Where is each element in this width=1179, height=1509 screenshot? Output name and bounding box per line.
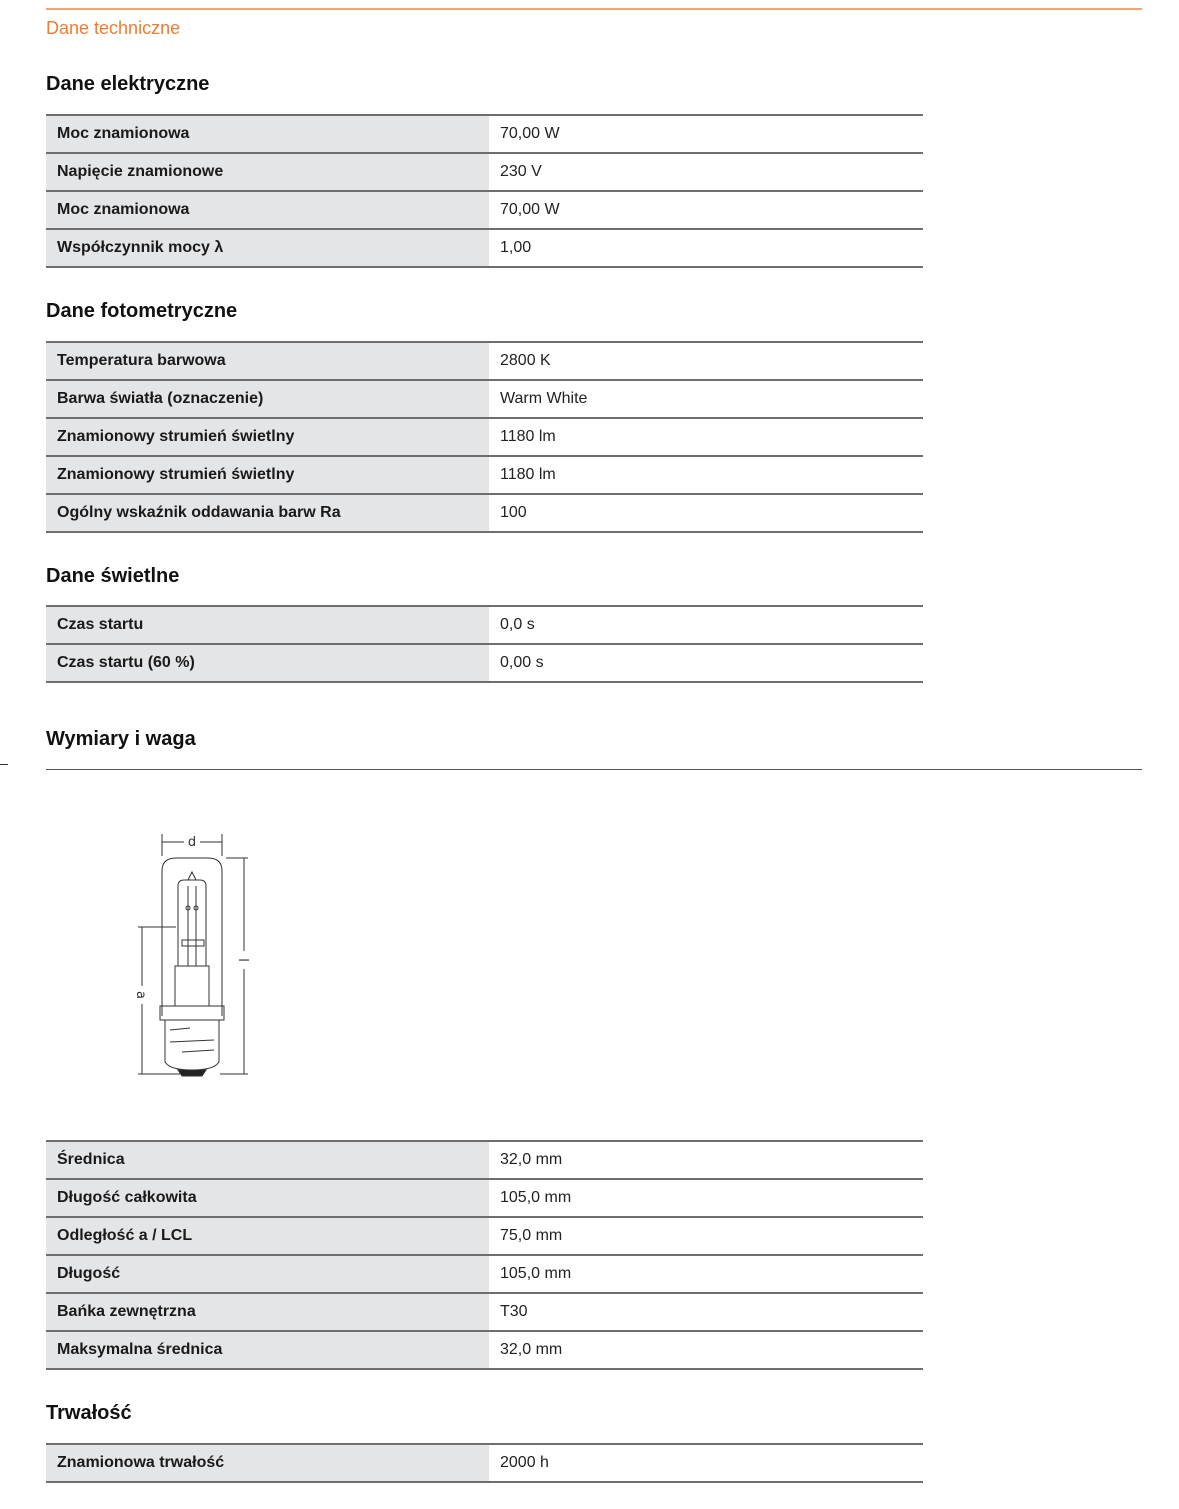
- row-label: Ogólny wskaźnik oddawania barw Ra: [46, 494, 489, 532]
- row-value: 1180 lm: [489, 456, 923, 494]
- table-row: [46, 418, 923, 456]
- row-value: 105,0 mm: [489, 1179, 923, 1217]
- row-value: 70,00 W: [489, 115, 923, 153]
- row-value: 100: [489, 494, 923, 532]
- photometric-table: [46, 341, 923, 533]
- svg-text:a: a: [133, 991, 148, 999]
- page-title: Dane techniczne: [46, 18, 181, 38]
- section-title-dimensions: Wymiary i waga: [46, 728, 196, 750]
- row-label: Znamionowy strumień świetlny: [46, 456, 489, 494]
- svg-text:l: l: [235, 958, 250, 962]
- row-label: Napięcie znamionowe: [46, 153, 489, 191]
- row-label: Średnica: [46, 1141, 489, 1179]
- row-label: Czas startu: [46, 606, 489, 644]
- table-row: [46, 1293, 923, 1331]
- row-label: Maksymalna średnica: [46, 1331, 489, 1369]
- row-label: Czas startu (60 %): [46, 644, 489, 682]
- table-row: [46, 1179, 923, 1217]
- margin-tick: [0, 764, 8, 765]
- row-label: Długość: [46, 1255, 489, 1293]
- row-value: 32,0 mm: [489, 1141, 923, 1179]
- row-label: Znamionowa trwałość: [46, 1444, 489, 1482]
- row-value: T30: [489, 1293, 923, 1331]
- row-value: 0,00 s: [489, 644, 923, 682]
- row-label: Temperatura barwowa: [46, 342, 489, 380]
- row-value: 230 V: [489, 153, 923, 191]
- row-value: 2000 h: [489, 1444, 923, 1482]
- row-value: Warm White: [489, 380, 923, 418]
- svg-text:d: d: [187, 835, 197, 850]
- table-row: [46, 229, 923, 267]
- row-value: 1,00: [489, 229, 923, 267]
- header-divider: [46, 8, 1142, 10]
- row-label: Znamionowy strumień świetlny: [46, 418, 489, 456]
- table-row: [46, 115, 923, 153]
- table-row: [46, 1331, 923, 1369]
- table-row: [46, 606, 923, 644]
- row-label: Bańka zewnętrzna: [46, 1293, 489, 1331]
- table-row: [46, 1444, 923, 1482]
- section-title-lifespan: Trwałość: [46, 1402, 132, 1424]
- row-value: 105,0 mm: [489, 1255, 923, 1293]
- row-label: Współczynnik mocy λ: [46, 229, 489, 267]
- table-row: [46, 456, 923, 494]
- table-row: [46, 1141, 923, 1179]
- table-row: [46, 380, 923, 418]
- row-label: Moc znamionowa: [46, 115, 489, 153]
- table-row: [46, 1217, 923, 1255]
- row-value: 0,0 s: [489, 606, 923, 644]
- table-row: [46, 644, 923, 682]
- row-value: 70,00 W: [489, 191, 923, 229]
- row-label: Moc znamionowa: [46, 191, 489, 229]
- table-row: [46, 494, 923, 532]
- section-title-electrical: Dane elektryczne: [46, 73, 210, 95]
- row-label: Barwa światła (oznaczenie): [46, 380, 489, 418]
- electrical-table: [46, 114, 923, 268]
- dimensions-divider: [46, 769, 1142, 770]
- table-row: [46, 342, 923, 380]
- row-value: 32,0 mm: [489, 1331, 923, 1369]
- table-row: [46, 191, 923, 229]
- table-row: [46, 153, 923, 191]
- dimensions-table: [46, 1140, 923, 1370]
- lifespan-table: [46, 1443, 923, 1483]
- lamp-dimension-diagram-icon: [130, 826, 260, 1082]
- lighting-table: [46, 605, 923, 683]
- row-value: 2800 K: [489, 342, 923, 380]
- row-value: 75,0 mm: [489, 1217, 923, 1255]
- row-value: 1180 lm: [489, 418, 923, 456]
- row-label: Odległość a / LCL: [46, 1217, 489, 1255]
- section-title-photometric: Dane fotometryczne: [46, 300, 238, 322]
- table-row: [46, 1255, 923, 1293]
- row-label: Długość całkowita: [46, 1179, 489, 1217]
- section-title-lighting: Dane świetlne: [46, 565, 180, 587]
